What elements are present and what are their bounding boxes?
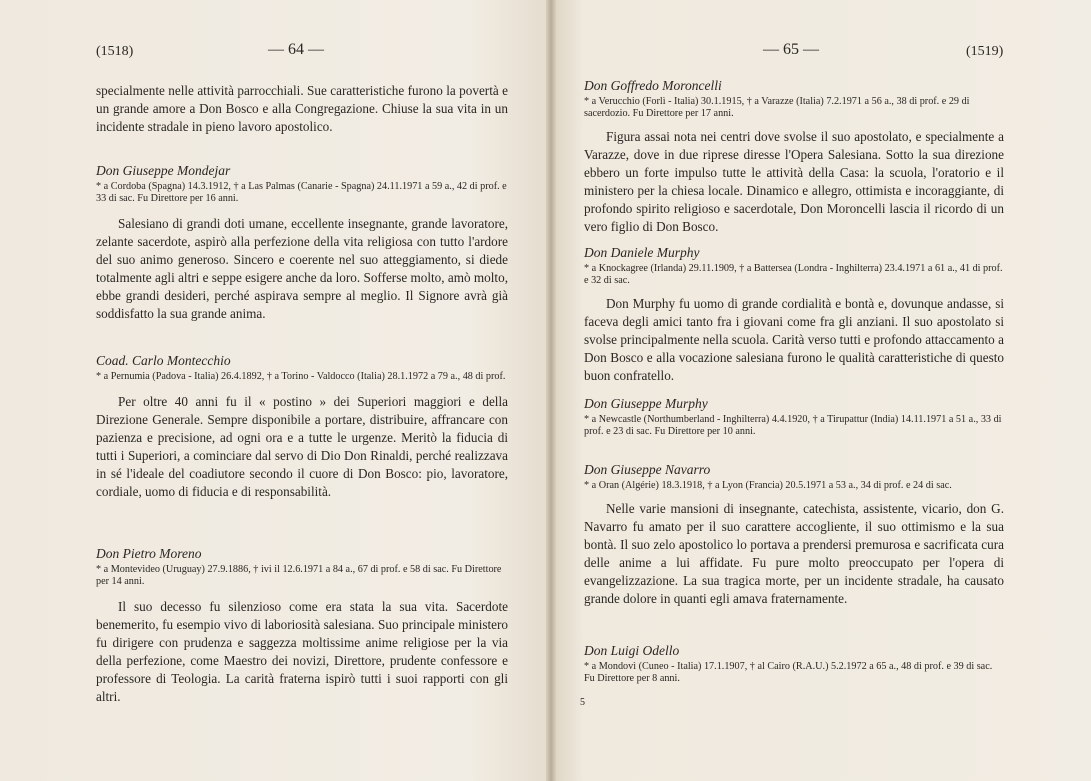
entry-meta: * a Cordoba (Spagna) 14.3.1912, † a Las Palmas (Canarie - Spagna) 24.11.1971 a 59 a., 42 di prof. e 33 di sac. Fu Direttore per 16 anni. <box>96 181 507 204</box>
entry-moroncelli <box>584 78 1004 236</box>
entry-text: Figura assai nota nei centri dove svolse il suo apostolato, e specialmente a Varazze, dove in due riprese diresse l'Opera Salesiana. Sotto la sua direzione ebbero un forte impulso tutte le attività della Casa: la scuola, l'oratorio e il ministero per la chiesa locale. Dinamico e allegro, ottimista e incoraggiante, di profondo spirito religioso e sacerdotale, Don Moroncelli lascia il ricordo di un vero figlio di Don Bosco. <box>584 129 1004 234</box>
entry-meta: * a Verucchio (Forlì - Italia) 30.1.1915, † a Varazze (Italia) 7.2.1971 a 56 a., 38 di prof. e 29 di sacerdozio. Fu Direttore per 17 anni. <box>584 96 970 119</box>
entry-name: Don Giuseppe Mondejar <box>96 163 231 178</box>
entry-daniele-murphy <box>584 245 1004 385</box>
entry-name: Don Goffredo Moroncelli <box>584 78 722 93</box>
right-page <box>551 0 1091 781</box>
entry-name: Coad. Carlo Montecchio <box>96 353 231 368</box>
entry-text: Il suo decesso fu silenzioso come era stata la sua vita. Sacerdote benemerito, fu esempio vivo di laboriosità salesiana. Suo principale ministero fu dirigere con prudenza e saggezza moltissime anime religiose per la via della perfezione, come Maestro dei novizi, Direttore, prudente confessore e professore di Teologia. La carità fraterna ispirò tutti i suoi rapporti con gli altri. <box>96 599 508 704</box>
entry-mondejar <box>96 163 508 323</box>
entry-name: Don Pietro Moreno <box>96 546 202 561</box>
entry-text: Per oltre 40 anni fu il « postino » dei Superiori maggiori e della Direzione Generale. Sempre disponibile a portare, distribuire, affrancare con pazienza e precisione, ad ogni ora e a tutte le urgenze. Meritò la fiducia di tutti i Superiori, a cominciare dal servo di Dio Don Rinaldi, perché realizzava in sé l'ideale del coadiutore secondo il cuore di Don Bosco: pio, lavoratore, cordiale, uomo di fiducia e di responsabilità. <box>96 394 508 499</box>
entry-name: Don Daniele Murphy <box>584 245 700 260</box>
entry-name: Don Luigi Odello <box>584 643 680 658</box>
entry-name: Don Giuseppe Murphy <box>584 396 708 411</box>
entry-navarro <box>584 462 1004 608</box>
entry-meta: * a Oran (Algérie) 18.3.1918, † a Lyon (Francia) 20.5.1971 a 53 a., 34 di prof. e 24 di sac. <box>584 480 952 491</box>
entry-meta: * a Mondovì (Cuneo - Italia) 17.1.1907, † al Cairo (R.A.U.) 5.2.1972 a 65 a., 48 di prof. e 39 di sac. Fu Direttore per 8 anni. <box>584 661 993 684</box>
entry-meta: * a Knockagree (Irlanda) 29.11.1909, † a Battersea (Londra - Inghilterra) 23.4.1971 a 61 a., 41 di prof. e 32 di sac. <box>584 263 1003 286</box>
signature-mark: 5 <box>580 697 585 708</box>
entry-giuseppe-murphy <box>584 396 1004 438</box>
entry-text: Salesiano di grandi doti umane, eccellente insegnante, grande lavoratore, zelante sacerdote, aspirò alla perfezione della vita religiosa con tutto l'ardore del suo animo generoso. Sincero e coerente nel suo atteggiamento, si diede totalmente agli altri e seppe esigere anche da loro. Sofferse molto, amò molto, ebbe grandi desideri, perché aspirava sempre al meglio. Il Signore avrà già soddisfatto la sua grande anima. <box>96 216 508 321</box>
entry-meta: * a Pernumia (Padova - Italia) 26.4.1892, † a Torino - Valdocco (Italia) 28.1.1972 a 79 a., 48 di prof. <box>96 371 506 382</box>
entry-meta: * a Montevideo (Uruguay) 27.9.1886, † ivi il 12.6.1971 a 84 a., 67 di prof. e 58 di sac. Fu Direttore per 14 anni. <box>96 564 502 587</box>
book-gutter <box>546 0 556 781</box>
entry-text: Don Murphy fu uomo di grande cordialità e bontà e, dovunque andasse, si faceva degli amici tanto fra i giovani come fra gli anziani. Il suo apostolato si svolse principalmente nella scuola. Carità verso tutti e profondo attaccamento a Don Bosco e alla vocazione salesiana furono le qualità caratteristiche di questo buon confratello. <box>584 296 1004 383</box>
page-number-left: — 64 — <box>268 41 324 58</box>
entry-meta: * a Newcastle (Northumberland - Inghilterra) 4.4.1920, † a Tirupattur (India) 14.11.1971 a 51 a., 33 di prof. e 23 di sac. Fu Direttore per 10 anni. <box>584 414 1002 437</box>
entry-moreno <box>96 546 508 706</box>
entry-montecchio <box>96 353 508 501</box>
continuation-text: specialmente nelle attività parrocchiali. Sue caratteristiche furono la povertà e un grande amore a Don Bosco e alla Congregazione. Chiuse la sua vita in un incidente stradale in pieno lavoro apostolico. <box>96 83 508 134</box>
entry-name: Don Giuseppe Navarro <box>584 462 711 477</box>
entry-odello <box>584 643 1004 685</box>
running-head-right: (1519) <box>966 44 1004 59</box>
entry-text: Nelle varie mansioni di insegnante, catechista, assistente, vicario, don G. Navarro fu amato per il suo carattere accogliente, il suo ottimismo e la sua bontà. Il suo zelo apostolico lo portava a prendersi premurosa e sacrificata cura delle anime a lui affidate. Fu pure molto preoccupato per l'opera di evangelizzazione. La sua tragica morte, per un incidente stradale, ha causato grande dolore in quanti egli amava fraternamente. <box>584 501 1004 606</box>
running-head-left: (1518) <box>96 44 134 59</box>
page-number-right: — 65 — <box>763 41 819 58</box>
